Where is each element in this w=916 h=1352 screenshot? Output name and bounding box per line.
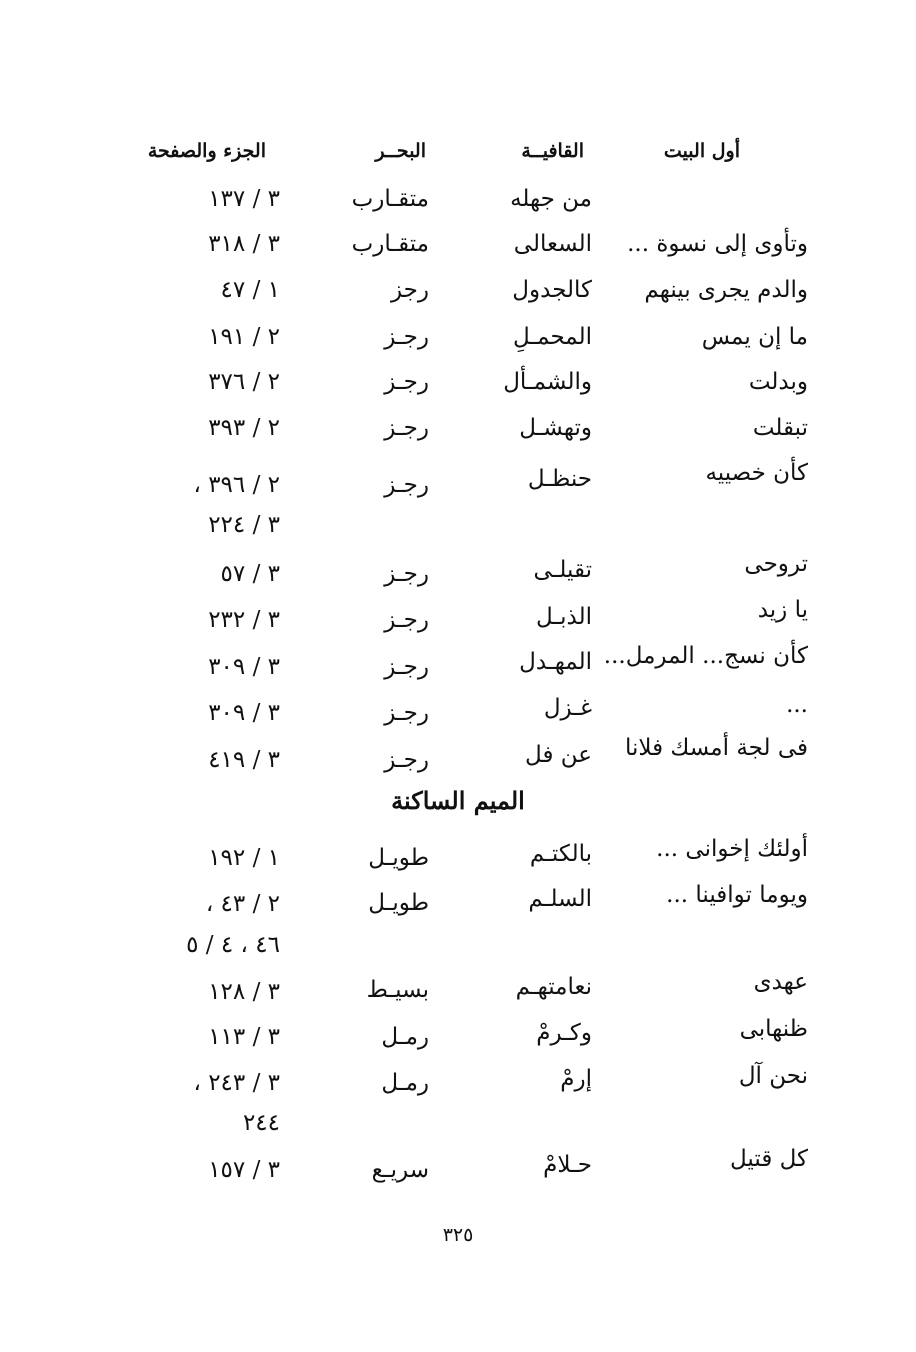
meter-cell: رجـز [384, 654, 429, 680]
ref-cell: ٣ / ٥٧ [220, 561, 280, 587]
meter-cell: رجـز [384, 700, 429, 726]
rhyme-cell: إرمْ [560, 1066, 592, 1092]
first-verse-cell: كأن خصييه [705, 460, 808, 486]
rhyme-cell: بالكتـم [529, 841, 592, 867]
meter-cell: متقـارب [351, 186, 429, 212]
rhyme-cell: حنظـل [527, 466, 592, 492]
meter-cell: بسيـط [366, 977, 429, 1003]
first-verse-cell: كل قتيل [730, 1146, 808, 1172]
rhyme-cell: من جهله [510, 186, 592, 212]
rhyme-cell: والشمـأل [503, 369, 592, 395]
rhyme-cell: المهـدل [519, 649, 592, 675]
ref-cell: ٣ / ٣١٨ [208, 231, 280, 257]
meter-cell: طويـل [368, 890, 429, 916]
rhyme-cell: الذبـل [535, 604, 592, 630]
section-title: الميم الساكنة [391, 786, 525, 815]
rhyme-cell: السعالى [513, 231, 592, 257]
page-number: ٣٢٥ [442, 1224, 474, 1246]
rhyme-cell: السلـم [528, 886, 592, 912]
ref-cell: ٣ / ٢٢٤ [208, 512, 280, 538]
meter-cell: رجـز [384, 324, 429, 350]
meter-cell: رجـز [384, 607, 429, 633]
ref-cell: ٢ / ٣٩٣ [208, 415, 280, 441]
meter-cell: رجـز [384, 369, 429, 395]
ref-cell: ٢٤٤ [242, 1110, 280, 1136]
ref-cell: ٣ / ١٥٧ [208, 1157, 280, 1183]
ref-cell: ٢ / ٤٣ ، [205, 891, 280, 917]
first-verse-cell: وتأوى إلى نسوة ... [627, 231, 808, 257]
first-verse-cell: ما إن يمس [701, 324, 808, 350]
ref-cell: ٣ / ١١٣ [208, 1024, 280, 1050]
first-verse-cell: تروحى [744, 551, 808, 577]
ref-cell: ٢ / ٣٧٦ [208, 369, 280, 395]
rhyme-cell: وكـرمْ [536, 1020, 592, 1046]
meter-cell: رجـز [384, 561, 429, 587]
ref-cell: ٤٦ ، ٤ / ٥ [186, 932, 280, 958]
rhyme-cell: نعامتهـم [515, 974, 592, 1000]
first-verse-cell: ... [786, 692, 808, 718]
meter-cell: رجـز [384, 472, 429, 498]
header-ref: الجزء والصفحة [147, 140, 266, 162]
meter-cell: رجز [390, 277, 429, 303]
meter-cell: رجـز [384, 747, 429, 773]
first-verse-cell: عهدى [753, 969, 808, 995]
ref-cell: ٣ / ١٣٧ [208, 186, 280, 212]
first-verse-cell: ظنهابى [739, 1016, 808, 1042]
meter-cell: رمـل [381, 1024, 429, 1050]
first-verse-cell: كأن نسج... المرمل... [603, 643, 808, 669]
first-verse-cell: أولئك إخوانى ... [656, 836, 808, 862]
header-meter: البحــر [375, 140, 426, 162]
meter-cell: طويـل [368, 845, 429, 871]
ref-cell: ٣ / ٢٤٣ ، [193, 1070, 280, 1096]
rhyme-cell: المحمـلِ [513, 324, 592, 350]
header-first-verse: أول البيت [663, 140, 740, 162]
rhyme-cell: وتهشـل [519, 415, 592, 441]
ref-cell: ١ / ١٩٢ [208, 845, 280, 871]
ref-cell: ٣ / ١٢٨ [208, 979, 280, 1005]
ref-cell: ٣ / ٣٠٩ [208, 654, 280, 680]
meter-cell: رمـل [381, 1070, 429, 1096]
meter-cell: سريـع [371, 1157, 429, 1183]
first-verse-cell: فى لجة أمسك فلانا [624, 735, 808, 761]
ref-cell: ٣ / ٢٣٢ [208, 607, 280, 633]
ref-cell: ٣ / ٣٠٩ [208, 700, 280, 726]
first-verse-cell: تبقلت [752, 415, 808, 441]
first-verse-cell: نحن آل [738, 1063, 808, 1089]
meter-cell: رجـز [384, 415, 429, 441]
ref-cell: ١ / ٤٧ [220, 277, 280, 303]
ref-cell: ٢ / ٣٩٦ ، [193, 472, 280, 498]
rhyme-cell: كالجدول [512, 277, 592, 303]
rhyme-cell: عن فل [525, 742, 592, 768]
first-verse-cell: يا زيد [757, 597, 808, 623]
rhyme-cell: تقيلـى [533, 557, 592, 583]
first-verse-cell: ويوما توافينا ... [666, 882, 808, 908]
ref-cell: ٣ / ٤١٩ [208, 747, 280, 773]
first-verse-cell: والدم يجرى بينهم [644, 277, 808, 303]
rhyme-cell: غـزل [543, 695, 592, 721]
rhyme-cell: حـلامْ [543, 1152, 592, 1178]
ref-cell: ٢ / ١٩١ [208, 324, 280, 350]
meter-cell: متقـارب [351, 231, 429, 257]
header-rhyme: القافيــة [521, 140, 584, 162]
first-verse-cell: وبدلت [748, 369, 808, 395]
